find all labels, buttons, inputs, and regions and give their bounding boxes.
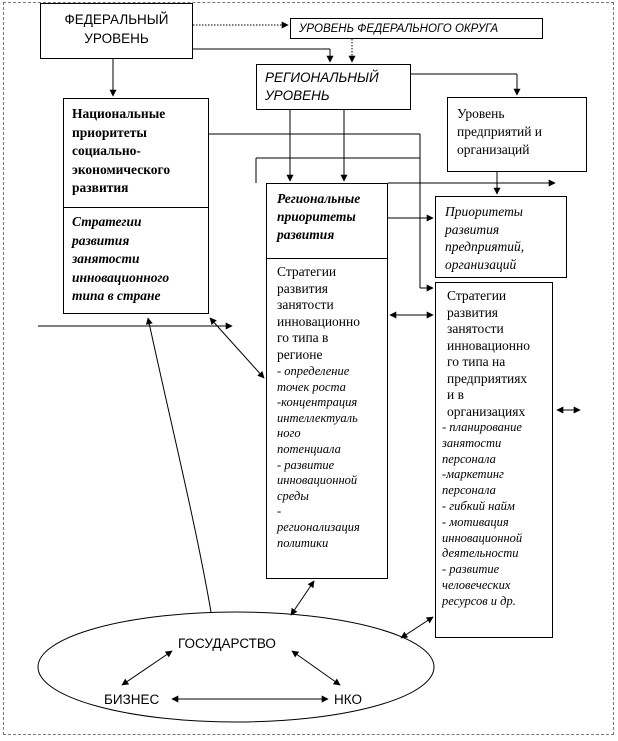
national-regional-arrow	[210, 318, 264, 378]
regional-strategies-items: - определение точек роста -концентрация интеллектуаль ного потенциала - развитие инновационной среды - регионализация политики	[277, 364, 360, 550]
federal-district-label: УРОВЕНЬ ФЕДЕРАЛЬНОГО ОКРУГА	[299, 23, 499, 35]
enterprise-strategies-items: - планирование занятости персонала -маркетинг персонала - гибкий найм - мотивация инновационной деятельности - развитие человеческих ресурсов и др.	[442, 420, 523, 608]
regional-level-label: РЕГИОНАЛЬНЫЙ УРОВЕНЬ	[265, 70, 379, 103]
enterprise-priorities-label: Приоритеты развития предприятий, организаций	[445, 204, 525, 272]
state-business-arrow	[122, 651, 172, 685]
national-priorities-label: Национальные приоритеты социально- экономического развития	[72, 106, 171, 195]
regional-strategies-head: Стратегии развития занятости инновационно го типа в регионе	[277, 264, 361, 362]
state-enterprise-arrow	[401, 617, 433, 638]
federal-level-label: ФЕДЕРАЛЬНЫЙ УРОВЕНЬ	[64, 12, 169, 46]
national-strategies-label: Стратегии развития занятости инновационного типа в стране	[72, 214, 170, 303]
regional-priorities-label: Региональные приоритеты развития	[277, 191, 361, 242]
nko-label: НКО	[334, 692, 362, 707]
enterprise-level-label: Уровень предприятий и организаций	[457, 106, 543, 157]
state-label: ГОСУДАРСТВО	[178, 636, 276, 651]
state-to-national-curve	[148, 318, 211, 612]
business-label: БИЗНЕС	[104, 692, 160, 707]
enterprise-strategies-head: Стратегии развития занятости инновационно го типа на предприятиях и в организациях	[447, 288, 531, 419]
state-regional-arrow	[291, 581, 314, 615]
state-nko-arrow	[292, 651, 340, 685]
triad-ellipse	[38, 612, 434, 722]
